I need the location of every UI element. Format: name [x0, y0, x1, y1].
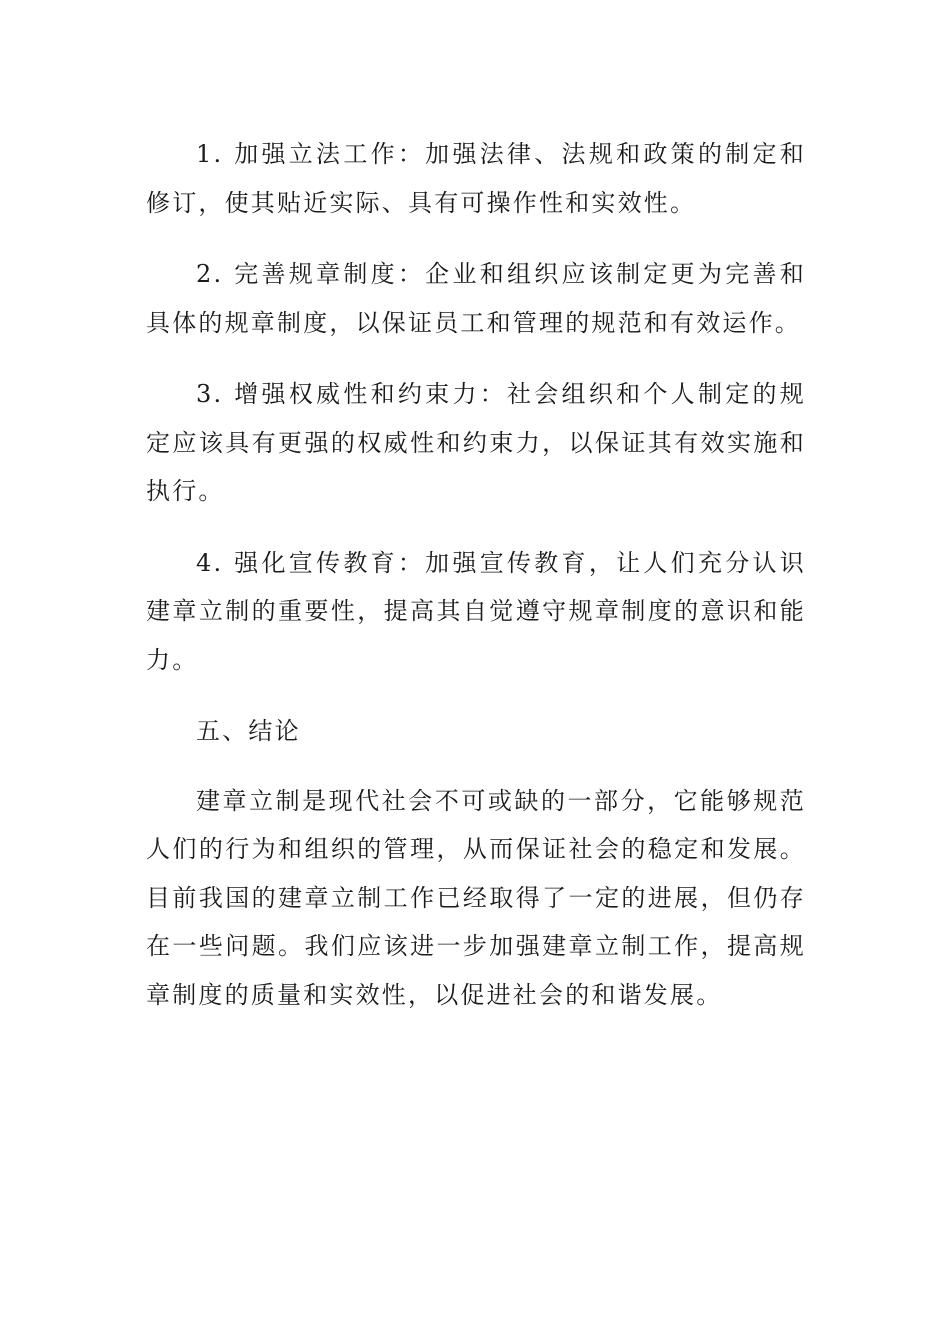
paragraph-regulations: 2. 完善规章制度：企业和组织应该制定更为完善和具体的规章制度，以保证员工和管理的规范和有效运作。 [146, 260, 806, 337]
document-body [146, 130, 806, 1042]
paragraph-legislation: 1. 加强立法工作：加强法律、法规和政策的制定和修订，使其贴近实际、具有可操作性和实效性。 [146, 140, 806, 217]
paragraph-authority: 3. 增强权威性和约束力：社会组织和个人制定的规定应该具有更强的权威性和约束力，以保证其有效实施和执行。 [146, 380, 806, 505]
paragraph-education: 4. 强化宣传教育：加强宣传教育，让人们充分认识建章立制的重要性，提高其自觉遵守规章制度的意识和能力。 [146, 548, 806, 674]
paragraph-conclusion: 建章立制是现代社会不可或缺的一部分，它能够规范人们的行为和组织的管理，从而保证社会的稳定和发展。目前我国的建章立制工作已经取得了一定的进展，但仍存在一些问题。我们应该进一步加强建章立制工作，提高规章制度的质量和实效性，以促进社会的和谐发展。 [146, 786, 806, 1009]
section-heading-conclusion: 五、结论 [196, 717, 301, 745]
